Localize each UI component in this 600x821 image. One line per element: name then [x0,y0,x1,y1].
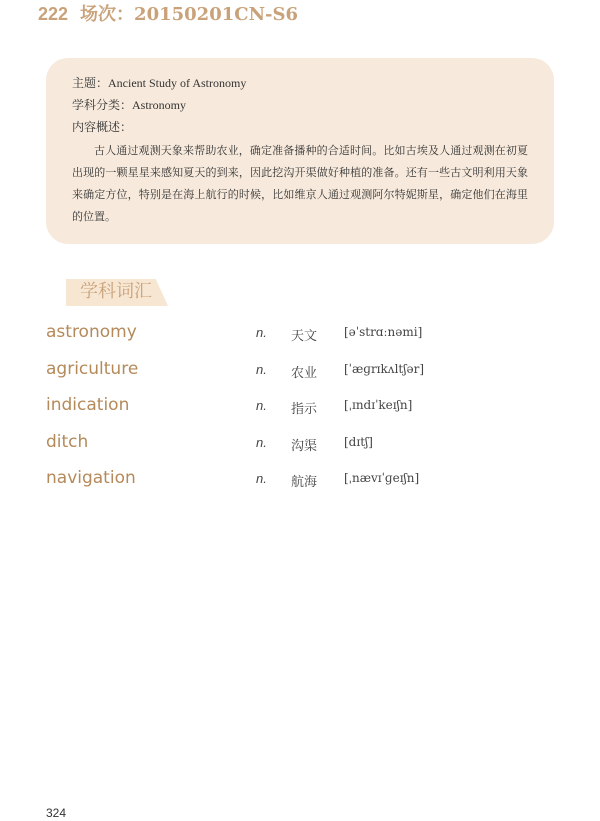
page-header [38,0,298,24]
vocab-pronunciation: [ˌnævɪˈɡeɪʃn] [344,471,420,486]
vocab-translation: 天文 [291,329,318,344]
subject-label: 学科分类： [72,98,133,112]
vocab-row [0,318,600,355]
vocab-word: indication [46,395,130,416]
vocab-translation: 指示 [291,402,318,418]
vocab-pronunciation: [dɪtʃ] [344,434,373,449]
vocab-translation: 航海 [291,475,318,491]
page-number: 324 [46,806,67,820]
session-title: 场次：20150201CN-S6 [80,4,299,25]
topic-line [72,72,528,94]
section-title: 学科词汇 [80,281,152,302]
vocab-pronunciation: [ˌɪndɪˈkeɪʃn] [344,398,413,413]
vocab-row [0,391,600,428]
vocab-pos: n. [256,471,267,487]
vocab-pos: n. [256,361,267,377]
topic-label: 主题： [72,76,109,90]
vocab-word: agriculture [46,358,139,379]
overview-line [72,116,528,138]
vocab-row [0,355,600,392]
vocab-translation: 农业 [291,365,318,381]
overview-label: 内容概述： [72,120,133,134]
vocab-word: astronomy [46,322,137,342]
vocabulary-list [0,318,600,501]
vocab-row [0,464,600,501]
vocab-row [0,428,600,465]
overview-text: 古人通过观测天象来帮助农业，确定准备播种的合适时间。比如古埃及人通过观测在初夏出现的一颗星星来感知夏天的到来，因此挖沟开渠做好种植的准备。还有一些古文明利用天象来确定方位，特别是在海上航行的时候，比如维京人通过观测阿尔特妮斯星，确定他们在海里的位置。 [72,144,528,223]
vocab-pos: n. [256,434,267,450]
entry-number: 222 [38,4,69,24]
subject-line [72,94,528,116]
vocab-word: ditch [46,431,89,452]
vocab-pos: n. [256,398,267,414]
subject-value: Astronomy [132,98,187,112]
vocab-translation: 沟渠 [291,438,318,454]
vocab-pos: n. [256,325,267,340]
topic-value: Ancient Study of Astronomy [108,76,247,90]
vocab-word: navigation [46,468,136,489]
vocab-pronunciation: [əˈstrɑːnəmi] [344,325,423,339]
info-box [46,58,554,244]
vocab-pronunciation: [ˈæɡrɪkʌltʃər] [344,361,425,376]
